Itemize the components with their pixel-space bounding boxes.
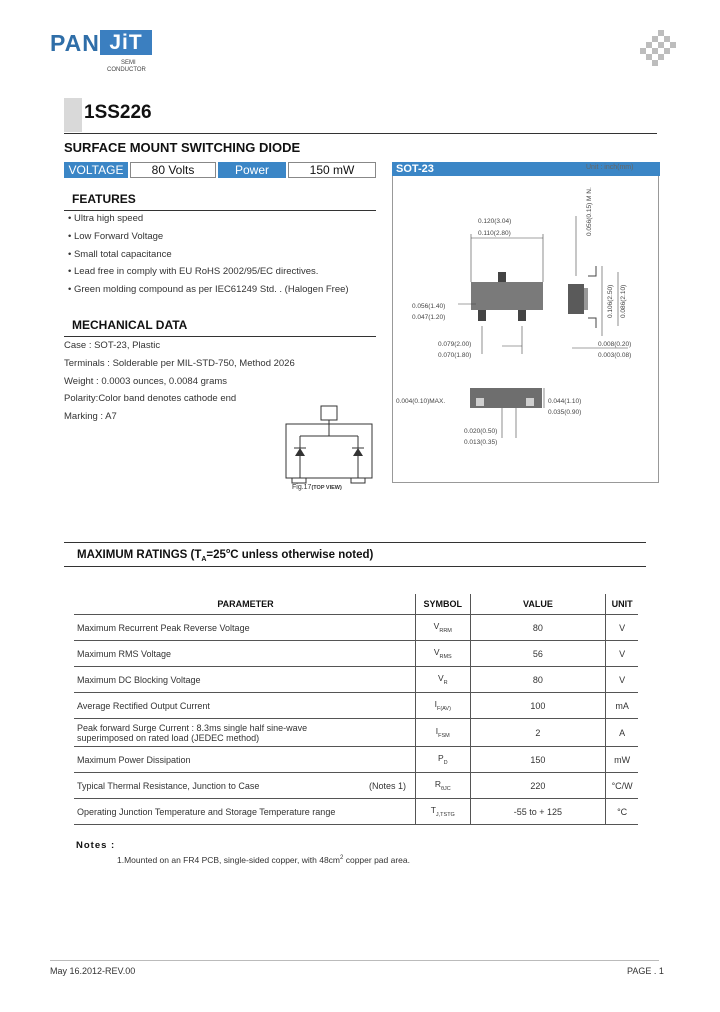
table-header-row xyxy=(74,594,638,615)
dim-label: 0.110(2.80) xyxy=(478,230,511,237)
feature-item: • Low Forward Voltage xyxy=(68,231,164,242)
dim-label: 0.120(3.04) xyxy=(478,218,512,225)
notes-heading: Notes : xyxy=(76,840,116,851)
feature-item: • Lead free in comply with EU RoHS 2002/95/EC directives. xyxy=(68,266,319,277)
table-row: Average Rectified Output Current $I_{F(AV)}$ 100 mA xyxy=(74,693,638,719)
dim-label: 0.003(0.08) xyxy=(598,352,632,359)
power-label: Power xyxy=(218,162,286,178)
dim-label: 0.047(1.20) xyxy=(412,314,446,321)
feature-item: • Green molding compound as per IEC61249 Std. . (Halogen Free) xyxy=(68,284,349,295)
power-value: 150 mW xyxy=(288,162,376,178)
part-number-title: 1SS226 xyxy=(84,102,152,123)
footer-rule xyxy=(50,960,659,961)
page-number: PAGE . 1 xyxy=(627,966,664,976)
features-heading: FEATURES xyxy=(72,192,136,206)
voltage-label: VOLTAGE xyxy=(64,162,128,178)
dim-label: 0.106(2.50) xyxy=(607,284,614,318)
logo-jit-text: JiT xyxy=(100,30,152,55)
voltage-value: 80 Volts xyxy=(130,162,216,178)
dim-label: 0.044(1.10) xyxy=(548,398,582,405)
package-name-bar: SOT-23 xyxy=(392,162,660,176)
figure-caption: Fig.17(TOP VIEW) xyxy=(292,484,342,491)
feature-item: • Small total capacitance xyxy=(68,249,172,260)
column-header: VALUE xyxy=(470,594,606,615)
mechanical-item: Case : SOT-23, Plastic xyxy=(64,340,161,351)
ratings-table xyxy=(74,594,638,825)
ratings-top-rule xyxy=(64,542,646,543)
table-row: Operating Junction Temperature and Storage Temperature range $T_{J,TSTG}$ -55 to + 125 °C xyxy=(74,799,638,825)
table-row: Maximum RMS Voltage $V_{RMS}$ 56 V xyxy=(74,641,638,667)
column-header: SYMBOL xyxy=(415,594,470,615)
mechanical-item: Weight : 0.0003 ounces, 0.0084 grams xyxy=(64,376,228,387)
mechanical-item: Marking : A7 xyxy=(64,411,117,422)
logo-pan-text: PAN xyxy=(50,30,100,56)
circuit-diagram xyxy=(280,404,380,484)
table-row: Maximum Power Dissipation $P_D$ 150 mW xyxy=(74,747,638,773)
decorative-checker-pattern xyxy=(640,30,676,66)
logo-subtitle-conductor: CONDUCTOR xyxy=(107,67,146,73)
mechanical-item: Terminals : Solderable per MIL-STD-750, Method 2026 xyxy=(64,358,295,369)
revision-date: May 16.2012-REV.00 xyxy=(50,966,136,976)
mechanical-heading: MECHANICAL DATA xyxy=(72,318,188,332)
dim-label: 0.013(0.35) xyxy=(464,439,498,446)
column-header: PARAMETER xyxy=(74,594,415,615)
table-row: Maximum DC Blocking Voltage $V_R$ 80 V xyxy=(74,667,638,693)
dim-label: 0.070(1.80) xyxy=(438,352,472,359)
dim-label: 0.035(0.90) xyxy=(548,409,582,416)
dim-label: 0.056(1.40) xyxy=(412,303,446,310)
column-header: UNIT xyxy=(606,594,638,615)
package-unit-label: Unit : inch(mm) xyxy=(586,164,634,171)
mechanical-rule xyxy=(64,336,376,337)
dim-label: 0.056(0.15) M N. xyxy=(586,187,593,236)
title-rule xyxy=(64,133,657,134)
mechanical-item: Polarity:Color band denotes cathode end xyxy=(64,393,237,404)
title-accent-tab xyxy=(64,98,82,132)
dim-label: 0.004(0.10)MAX. xyxy=(396,398,446,405)
dim-label: 0.008(0.20) xyxy=(598,341,632,348)
feature-item: • Ultra high speed xyxy=(68,213,144,224)
features-rule xyxy=(64,210,376,211)
dim-label: 0.086(2.10) xyxy=(620,284,627,318)
dim-label: 0.020(0.50) xyxy=(464,428,498,435)
package-outline-drawing xyxy=(392,176,657,482)
table-row: Typical Thermal Resistance, Junction to Case (Notes 1) $R_{\theta JC}$ 220 °C/W xyxy=(74,773,638,799)
table-row: Maximum Recurrent Peak Reverse Voltage $V_{RRM}$ 80 V xyxy=(74,615,638,641)
dim-label: 0.079(2.00) xyxy=(438,341,472,348)
part-description: SURFACE MOUNT SWITCHING DIODE xyxy=(64,140,301,155)
note-item: 1.Mounted on an FR4 PCB, single-sided copper, with $48cm^2$ copper pad area. xyxy=(117,855,410,865)
logo-subtitle-semi: SEMI xyxy=(121,60,136,66)
table-row: Peak forward Surge Current : 8.3ms single half sine-wave superimposed on rated load (JEDEC method) $I_{FSM}$ 2 A xyxy=(74,719,638,747)
ratings-title-rule xyxy=(64,566,646,567)
ratings-title: MAXIMUM RATINGS ($T_A=25^oC$ unless otherwise noted) xyxy=(77,548,374,564)
